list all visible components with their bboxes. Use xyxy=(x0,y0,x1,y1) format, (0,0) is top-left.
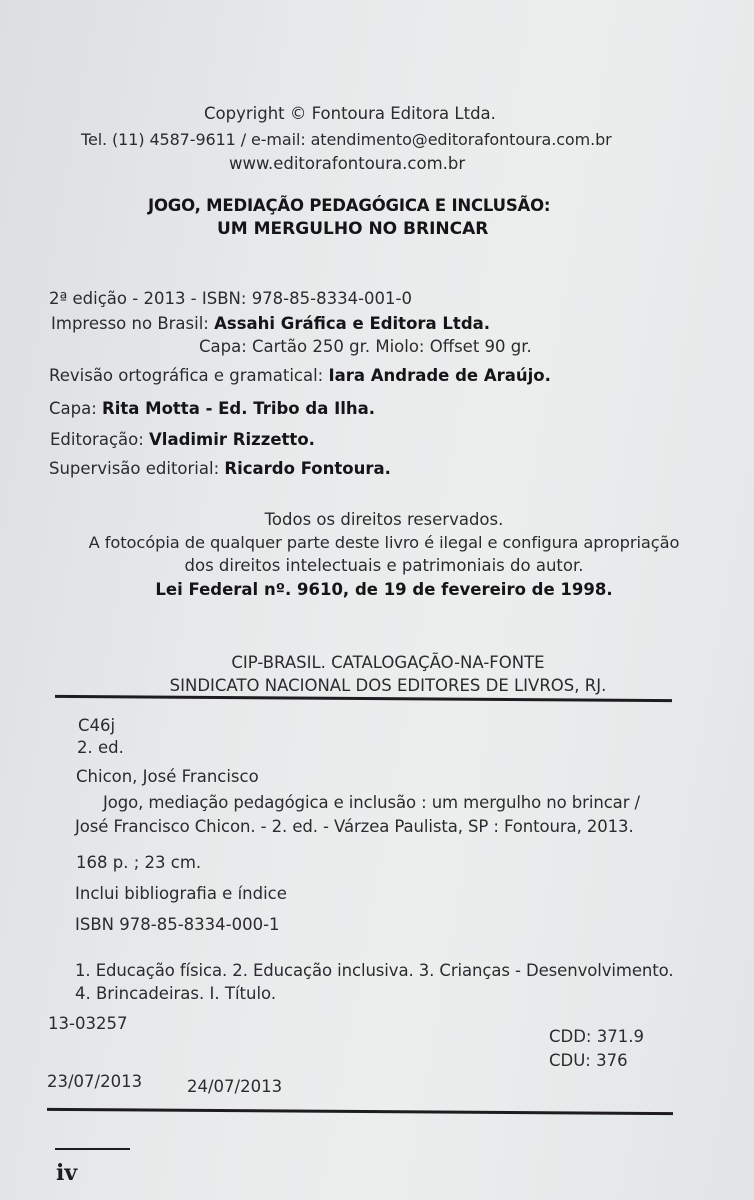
copyright-line: Copyright © Fontoura Editora Ltda. xyxy=(204,104,496,123)
cdu: CDU: 376 xyxy=(549,1051,628,1070)
cip-imprint: José Francisco Chicon. - 2. ed. - Várzea Paulista, SP : Fontoura, 2013. xyxy=(75,817,634,836)
printed-value: Assahi Gráfica e Editora Ltda. xyxy=(214,314,491,333)
revision-value: Iara Andrade de Araújo. xyxy=(328,366,551,385)
paper-line: Capa: Cartão 250 gr. Miolo: Offset 90 gr. xyxy=(199,337,532,356)
cip-subjects-2: 4. Brincadeiras. I. Título. xyxy=(75,984,277,1003)
cip-bottom-rule xyxy=(47,1108,673,1115)
website-line: www.editorafontoura.com.br xyxy=(229,154,466,173)
book-title-line-1: JOGO, MEDIAÇÃO PEDAGÓGICA E INCLUSÃO: xyxy=(148,196,551,215)
supervision-label: Supervisão editorial: xyxy=(49,459,220,478)
cip-pages: 168 p. ; 23 cm. xyxy=(76,853,202,872)
cover-value: Rita Motta - Ed. Tribo da Ilha. xyxy=(102,399,376,418)
call-number: C46j xyxy=(78,716,116,735)
cip-title: Jogo, mediação pedagógica e inclusão : um mergulho no brincar / xyxy=(103,793,640,812)
date-2: 24/07/2013 xyxy=(187,1077,283,1096)
contact-line: Tel. (11) 4587-9611 / e-mail: atendimento@editorafontoura.com.br xyxy=(81,130,612,149)
cip-author: Chicon, José Francisco xyxy=(76,767,259,786)
cip-header-2: SINDICATO NACIONAL DOS EDITORES DE LIVROS, RJ. xyxy=(169,676,607,695)
printed-line xyxy=(51,314,490,334)
edition-isbn-line: 2ª edição - 2013 - ISBN: 978-85-8334-001-0 xyxy=(49,289,412,308)
printed-label: Impresso no Brasil: xyxy=(51,314,209,333)
revision-label: Revisão ortográfica e gramatical: xyxy=(49,366,324,385)
supervision-value: Ricardo Fontoura. xyxy=(224,459,391,478)
law-line: Lei Federal nº. 9610, de 19 de fevereiro de 1998. xyxy=(155,580,613,599)
footer-rule xyxy=(55,1148,130,1150)
layout-value: Vladimir Rizzetto. xyxy=(149,430,315,449)
cip-subjects-1: 1. Educação física. 2. Educação inclusiva. 3. Crianças - Desenvolvimento. xyxy=(75,961,674,980)
cdd: CDD: 371.9 xyxy=(549,1027,644,1046)
rights-line-3: dos direitos intelectuais e patrimoniais do autor. xyxy=(184,556,584,575)
cip-notes: Inclui bibliografia e índice xyxy=(75,884,287,903)
book-title-line-2: UM MERGULHO NO BRINCAR xyxy=(217,219,489,239)
supervision-line xyxy=(49,459,391,479)
rights-line-2: A fotocópia de qualquer parte deste livro é ilegal e configura apropriação xyxy=(88,533,680,552)
cip-isbn: ISBN 978-85-8334-000-1 xyxy=(75,915,280,934)
cover-label: Capa: xyxy=(49,399,97,418)
page-number: iv xyxy=(56,1160,78,1186)
date-1: 23/07/2013 xyxy=(47,1072,143,1091)
layout-label: Editoração: xyxy=(50,430,144,449)
layout-line xyxy=(50,430,315,450)
cip-header-1: CIP-BRASIL. CATALOGAÇÃO-NA-FONTE xyxy=(231,653,545,672)
rights-line-1: Todos os direitos reservados. xyxy=(264,510,504,529)
control-number: 13-03257 xyxy=(48,1014,128,1033)
cover-line xyxy=(49,399,375,419)
cip-edition: 2. ed. xyxy=(77,738,124,757)
revision-line xyxy=(49,366,551,386)
